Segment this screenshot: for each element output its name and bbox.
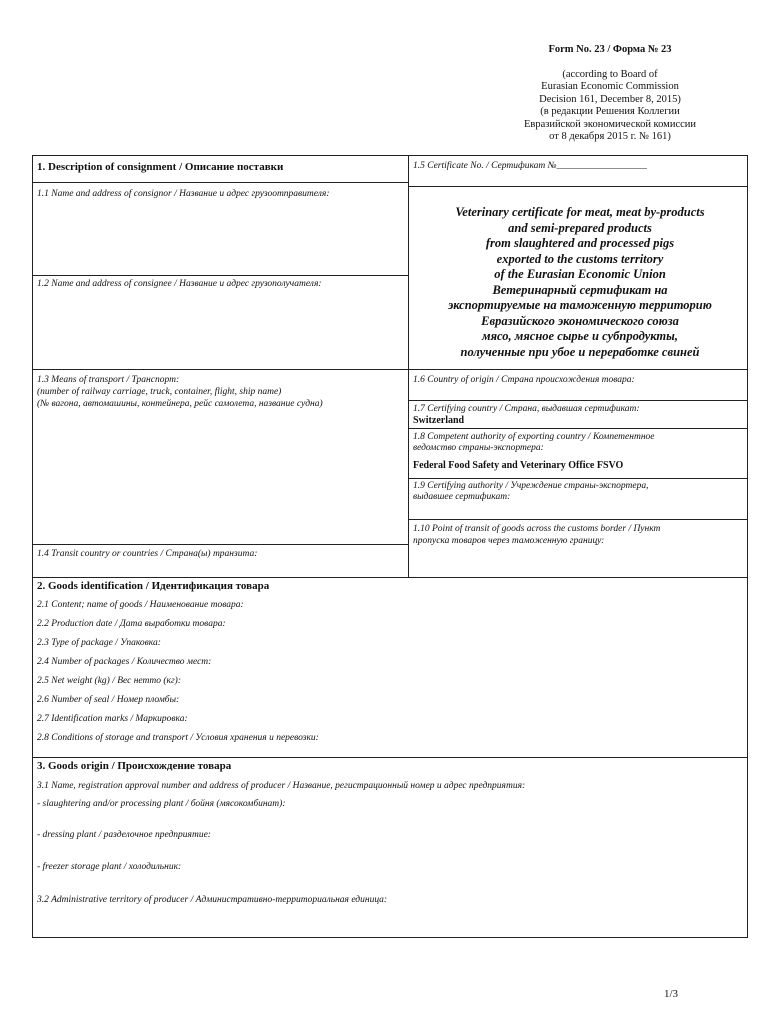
certificate-title-line: экспортируемые на таможенную территорию (448, 298, 712, 312)
field-1-3-hint-en: (number of railway carriage, truck, container, flight, ship name) (37, 387, 282, 397)
field-2-2-label: 2.2 Production date / Дата выработки товара: (37, 619, 226, 629)
field-2-3-label: 2.3 Type of package / Упаковка: (37, 638, 161, 648)
section-1-title: 1. Description of consignment / Описание поставки (37, 161, 284, 173)
divider (408, 400, 748, 401)
field-3-1-dressing-plant: - dressing plant / разделочное предприятие: (37, 830, 211, 840)
certificate-title (411, 205, 749, 360)
divider (408, 186, 748, 187)
divider (408, 519, 748, 520)
section-2-title: 2. Goods identification / Идентификация товара (37, 580, 270, 592)
header-line: (according to Board of (562, 68, 658, 80)
form-number: Form No. 23 / Форма № 23 (548, 44, 672, 55)
field-1-7-value: Switzerland (413, 415, 465, 426)
field-1-3-hint-ru: (№ вагона, автомашины, контейнера, рейс самолета, название судна) (37, 399, 323, 409)
certificate-title-line: полученные при убое и переработке свиней (460, 344, 700, 359)
field-1-9-label: 1.9 Certifying authority / Учреждение страны-экспортера, (413, 481, 649, 491)
header-line: от 8 декабря 2015 г. № 161) (549, 131, 671, 142)
page-number: 1/3 (663, 988, 678, 1000)
field-2-8-label: 2.8 Conditions of storage and transport / Условия хранения и перевозки: (37, 733, 319, 743)
field-3-1-slaughter-plant: - slaughtering and/or processing plant / бойня (мясокомбинат): (37, 799, 286, 809)
field-1-2-label: 1.2 Name and address of consignee / Название и адрес грузополучателя: (37, 279, 322, 289)
field-2-4-label: 2.4 Number of packages / Количество мест: (37, 657, 212, 667)
header-line: Eurasian Economic Commission (541, 81, 679, 92)
divider (32, 275, 409, 276)
header-line: Decision 161, December 8, 2015) (539, 93, 681, 105)
header-line: Евразийской экономической комиссии (523, 118, 696, 130)
form-header (470, 44, 750, 144)
field-1-8-label: 1.8 Competent authority of exporting country / Компетентное (413, 432, 655, 442)
certificate-title-line: Ветеринарный сертификат на (492, 282, 668, 297)
certificate-title-line: Евразийского экономического союза (481, 313, 679, 328)
field-3-1-label: 3.1 Name, registration approval number and address of producer / Название, регистрационный номер и адрес предприятия: (37, 781, 526, 791)
field-1-6-label: 1.6 Country of origin / Страна происхождения товара: (413, 375, 635, 385)
field-1-10-label: 1.10 Point of transit of goods across the customs border / Пункт (413, 524, 661, 534)
section-3-title: 3. Goods origin / Происхождение товара (37, 760, 232, 772)
field-1-1-label: 1.1 Name and address of consignor / Название и адрес грузоотправителя: (37, 189, 330, 199)
certificate-title-line: and semi-prepared products (508, 220, 652, 235)
certificate-title-line: мясо, мясное сырье и субпродукты, (482, 329, 678, 343)
field-3-1-freezer-plant: - freezer storage plant / холодильник: (37, 862, 182, 872)
divider (32, 369, 409, 370)
divider (32, 544, 409, 545)
field-1-8-label-cont: ведомство страны-экспортера: (413, 443, 544, 453)
certificate-title-line: Veterinary certificate for meat, meat by-products (455, 205, 705, 219)
field-1-4-label: 1.4 Transit country or countries / Страна(ы) транзита: (37, 549, 258, 559)
field-1-7-label: 1.7 Certifying country / Страна, выдавшая сертификат: (413, 404, 640, 414)
divider (408, 428, 748, 429)
field-3-2-label: 3.2 Administrative territory of producer / Административно-территориальная единица: (37, 895, 388, 905)
header-line: (в редакции Решения Коллегии (540, 106, 680, 117)
field-1-5-certificate-no: 1.5 Certificate No. / Сертификат №___________________ (413, 161, 647, 171)
field-1-9-label-cont: выдавшее сертификат: (413, 492, 511, 502)
certificate-title-line: exported to the customs territory (496, 251, 664, 266)
field-2-6-label: 2.6 Number of seal / Номер пломбы: (37, 695, 180, 705)
divider (408, 478, 748, 479)
certificate-title-line: from slaughtered and processed pigs (485, 236, 675, 250)
field-1-8-value: Federal Food Safety and Veterinary Office FSVO (413, 460, 624, 471)
field-1-3-label: 1.3 Means of transport / Транспорт: (37, 375, 180, 385)
field-2-7-label: 2.7 Identification marks / Маркировка: (37, 714, 188, 724)
certificate-title-line: of the Eurasian Economic Union (494, 267, 666, 281)
section-1-divider (408, 155, 409, 578)
divider (408, 369, 748, 370)
field-2-1-label: 2.1 Content; name of goods / Наименование товара: (37, 600, 244, 610)
divider (32, 182, 409, 183)
field-1-10-label-cont: пропуска товаров через таможенную границу: (413, 536, 605, 546)
field-2-5-label: 2.5 Net weight (kg) / Вес нетто (кг): (37, 676, 181, 686)
